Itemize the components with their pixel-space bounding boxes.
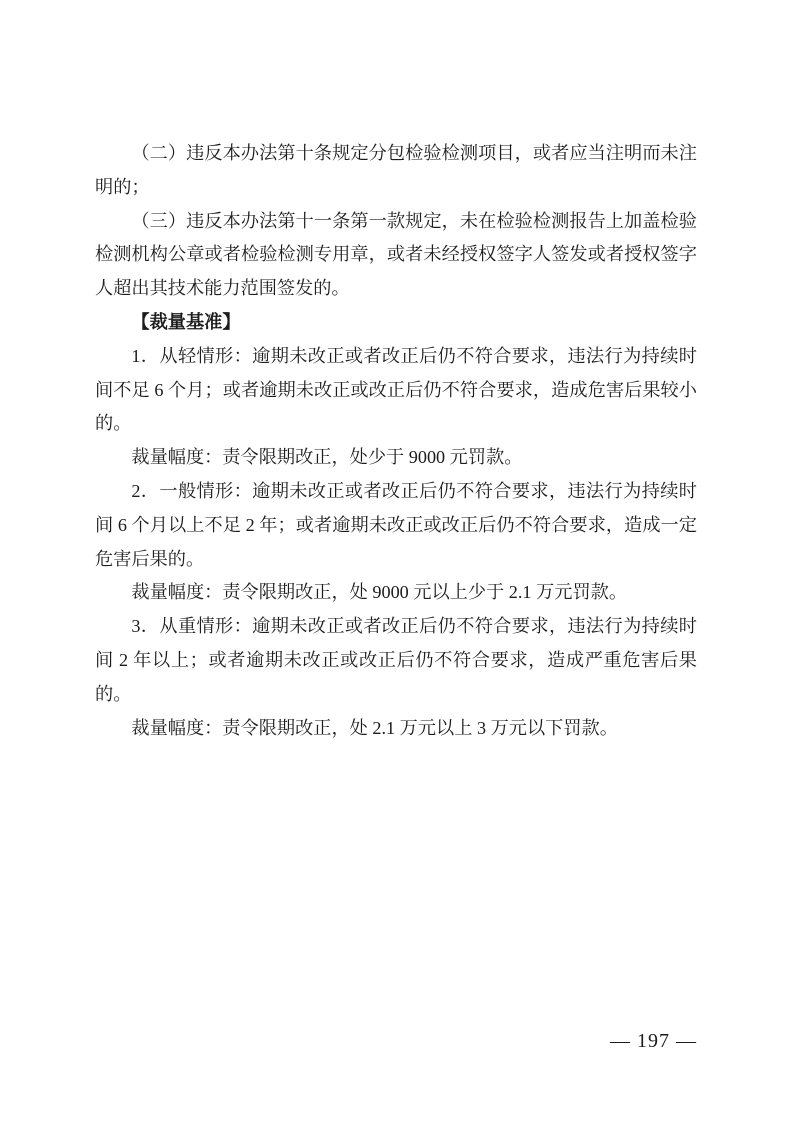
- paragraph-general-case: 2．一般情形：逾期未改正或者改正后仍不符合要求，违法行为持续时间 6 个月以上不足 2 年；或者逾期未改正或改正后仍不符合要求，造成一定危害后果的。: [95, 480, 697, 569]
- page-number: — 197 —: [610, 1030, 697, 1052]
- paragraph-lenient-range: 裁量幅度：责令限期改正，处少于 9000 元罚款。: [131, 447, 523, 468]
- paragraph-general-range: 裁量幅度：责令限期改正，处 9000 元以上少于 2.1 万元罚款。: [131, 582, 628, 603]
- paragraph-severe-range: 裁量幅度：责令限期改正，处 2.1 万元以上 3 万元以下罚款。: [131, 717, 618, 738]
- section-heading-discretion-basis: 【裁量基准】: [131, 311, 241, 332]
- paragraph-lenient-case: 1．从轻情形：逾期未改正或者改正后仍不符合要求，违法行为持续时间不足 6 个月；或者逾期未改正或改正后仍不符合要求，造成危害后果较小的。: [95, 345, 697, 434]
- paragraph-item-2: （二）违反本办法第十条规定分包检验检测项目，或者应当注明而未注明的；: [95, 143, 697, 197]
- paragraph-item-3: （三）违反本办法第十一条第一款规定，未在检验检测报告上加盖检验检测机构公章或者检验检测专用章，或者未经授权签字人签发或者授权签字人超出其技术能力范围签发的。: [95, 210, 697, 299]
- document-body: [95, 137, 697, 745]
- paragraph-severe-case: 3．从重情形：逾期未改正或者改正后仍不符合要求，违法行为持续时间 2 年以上；或者逾期未改正或改正后仍不符合要求，造成严重危害后果的。: [95, 616, 697, 704]
